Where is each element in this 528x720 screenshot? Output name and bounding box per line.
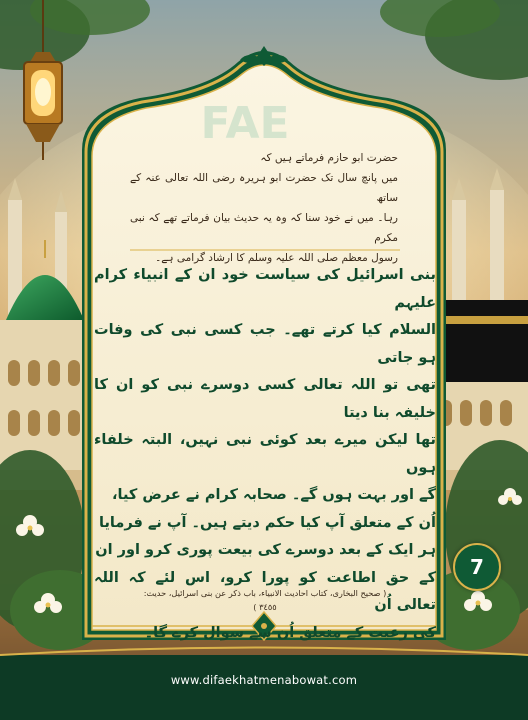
kaaba-icon [440, 300, 528, 382]
hadith-line: ہر ایک کے بعد دوسرے کی بیعت پوری کرو اور ان [95, 542, 436, 558]
hadith-line: کے حق اطاعت کو پورا کرو، اس لئے کہ اللہ تعالی اُن [94, 569, 436, 613]
hadith-line: بنی اسرائیل کی سیاست خود ان کے انبیاء کرام علیہم [94, 267, 436, 311]
intro-line: حضرت ابو حازم فرماتے ہیں کہ [260, 152, 398, 164]
hadith-line: تھی تو اللہ تعالی کسی دوسرے نبی کو ان کا خلیفہ بنا دیتا [94, 377, 436, 421]
hadith-line: تھا لیکن میرے بعد کوئی نبی نہیں، البتہ خلفاء ہوں [94, 432, 436, 476]
footer-bar [0, 655, 528, 720]
hadith-line: کی رعیت کے متعلق اُن سے سوال کرے گا۔ [144, 624, 436, 641]
website-url[interactable]: www.difaekhatmenabowat.com [170, 673, 358, 687]
hadith-reference [110, 586, 420, 614]
number-badge: 7 [453, 543, 501, 591]
hadith-line: گے اور بہت ہوں گے۔ صحابہ کرام نے عرض کیا، [112, 487, 436, 503]
reference-line: ( صحیح البخاری، کتاب احادیث الانبیاء، باب ذکر عن بنی اسرائیل، حدیث: [143, 588, 387, 598]
hadith-line: اُن کے متعلق آپ کیا حکم دیتے ہیں۔ آپ نے فرمایا [99, 514, 436, 531]
intro-narration [130, 148, 398, 268]
reference-line: ٣٤٥٥ ) [253, 602, 277, 612]
intro-line: رہا۔ میں نے خود سنا کہ وہ یہ حدیث بیان فرماتے تھے کہ نبی مکرم [130, 212, 398, 244]
hadith-line: السلام کیا کرتے تھے۔ جب کسی نبی کی وفات ہو جاتی [94, 322, 436, 366]
intro-line: رسول معظم صلی اللہ علیہ وسلم کا ارشاد گرامی ہے۔ [155, 252, 398, 264]
watermark-logo: FAE [200, 98, 290, 149]
intro-line: میں پانچ سال تک حضرت ابو ہریرہ رضی اللہ تعالی عنہ کے ساتھ [130, 172, 398, 204]
